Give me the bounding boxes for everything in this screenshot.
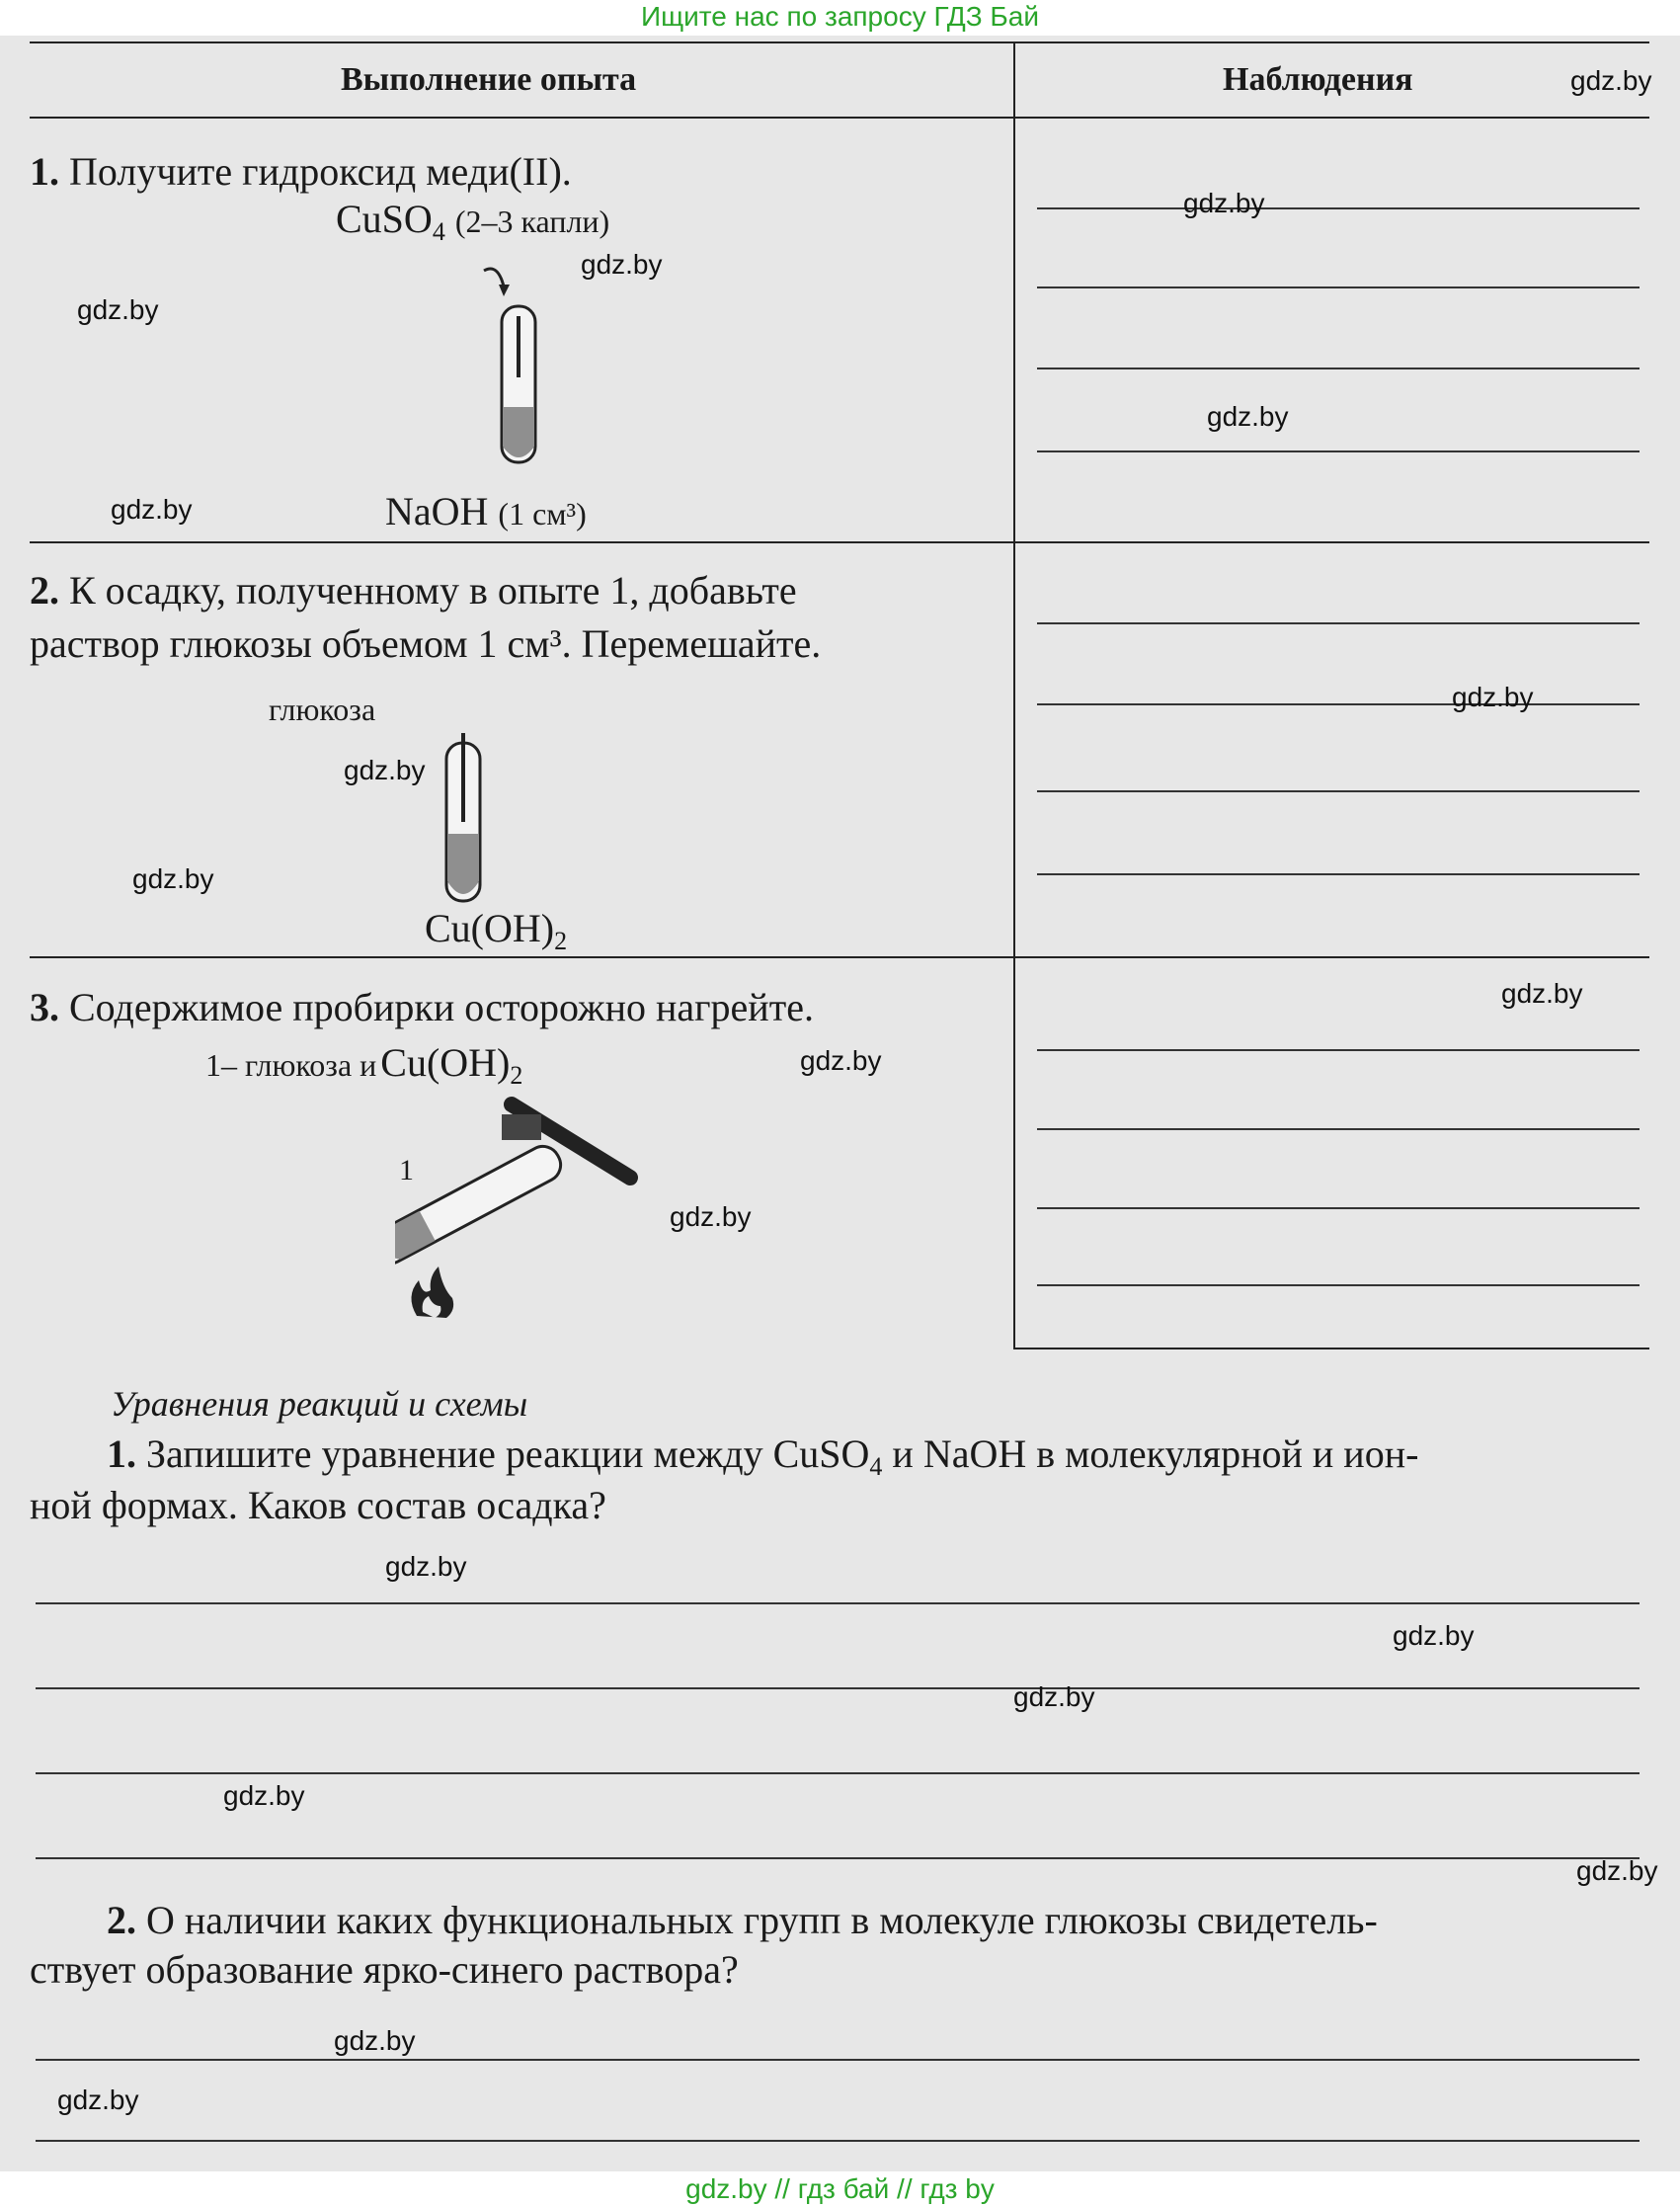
step3-number: 3. (30, 985, 59, 1029)
top-banner: Ищите нас по запросу ГДЗ Бай (0, 0, 1680, 36)
column-header-observations: Наблюдения (1223, 61, 1413, 98)
watermark: gdz.by (1183, 188, 1265, 218)
question2-number: 2. (107, 1898, 136, 1942)
step2-instruction-line1: 2. К осадку, полученному в опыте 1, добавьте (30, 568, 797, 613)
step1-reagent-naoh: NaOH (1 см³) (385, 489, 587, 533)
watermark: gdz.by (77, 294, 159, 325)
step2-instruction-line2: раствор глюкозы объемом 1 см³. Перемешайте. (30, 621, 822, 666)
table-bottom-border (1013, 1348, 1649, 1349)
table-top-border (30, 41, 1649, 43)
watermark: gdz.by (800, 1045, 882, 1076)
test-tube-diagram-2 (435, 723, 514, 911)
step2-label-cuoh2: $Cu(OH)_2$ (425, 906, 568, 955)
watermark: gdz.by (1207, 401, 1289, 432)
step3-tube-marker: 1 (399, 1154, 414, 1186)
test-tube-diagram-1 (464, 259, 583, 476)
question2-line1: 2. О наличии каких функциональных групп в молекуле глюкозы свидетель- (107, 1898, 1378, 1942)
step1-instruction (30, 148, 572, 195)
watermark: gdz.by (1452, 682, 1534, 712)
heating-diagram (395, 1087, 642, 1334)
row1-divider (30, 541, 1649, 543)
watermark: gdz.by (57, 2084, 139, 2115)
step1-reagent-cuso4: CuSO$_4$ (2–3 капли) (336, 197, 610, 246)
header-divider (30, 117, 1649, 119)
watermark: gdz.by (1393, 1620, 1475, 1651)
question1-line1: 1. Запишите уравнение реакции между CuSO$_4$ и NaOH в молекулярной и ион- (107, 1431, 1419, 1481)
bottom-banner: gdz.by // гдз бай // гдз by (0, 2171, 1680, 2207)
step3-label: 1– глюкоза и $Cu(OH)_2$ (205, 1040, 523, 1090)
step3-instruction: 3. Содержимое пробирки осторожно нагрейте. (30, 985, 814, 1029)
watermark: gdz.by (344, 755, 426, 785)
watermark: gdz.by (1576, 1855, 1658, 1886)
step1-number: 1. (30, 149, 59, 194)
table-column-divider (1013, 41, 1015, 1348)
question2-line2: ствует образование ярко-синего раствора? (30, 1947, 739, 1992)
step1-text: Получите гидроксид меди(II). (69, 149, 572, 194)
watermark: gdz.by (223, 1780, 305, 1811)
column-header-procedure: Выполнение опыта (341, 61, 637, 98)
watermark: gdz.by (1501, 978, 1583, 1009)
watermark: gdz.by (670, 1201, 752, 1232)
step2-number: 2. (30, 568, 59, 613)
watermark: gdz.by (385, 1551, 467, 1582)
watermark: gdz.by (1013, 1681, 1095, 1712)
watermark: gdz.by (581, 249, 663, 280)
equations-title: Уравнения реакций и схемы (111, 1384, 528, 1424)
watermark: gdz.by (132, 863, 214, 894)
row2-divider (30, 956, 1649, 958)
question1-number: 1. (107, 1431, 136, 1476)
step2-label-glucose: глюкоза (269, 692, 376, 727)
watermark: gdz.by (1570, 65, 1652, 96)
question1-line2: ной формах. Каков состав осадка? (30, 1483, 606, 1527)
watermark: gdz.by (111, 494, 193, 525)
watermark: gdz.by (334, 2025, 416, 2056)
